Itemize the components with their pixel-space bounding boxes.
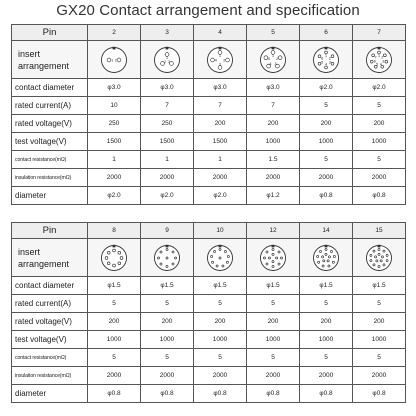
cell-rated-voltage: 200 (300, 313, 353, 331)
cell-contact-diameter: φ2.0 (353, 79, 406, 97)
cell-insulation-resistance: 2000 (88, 169, 141, 187)
cell-contact-resistance: 5 (88, 349, 141, 367)
cell-rated-current: 5 (353, 295, 406, 313)
svg-text:5: 5 (321, 60, 324, 65)
cell-pin: 15 (353, 223, 406, 239)
cell-rated-current: 5 (141, 295, 194, 313)
svg-text:1: 1 (166, 55, 168, 60)
cell-contact-diameter: φ3.0 (194, 79, 247, 97)
cell-rated-current: 7 (247, 97, 300, 115)
label-rated-current: rated current(A) (12, 97, 88, 115)
cell-rated-voltage: 250 (88, 115, 141, 133)
row-test-voltage (12, 133, 406, 151)
connector-face-cell (194, 239, 247, 277)
connector-face-cell (353, 41, 406, 79)
svg-text:2: 2 (223, 57, 226, 62)
cell-contact-diameter: φ1.5 (300, 277, 353, 295)
label-insulation-resistance: insulation resistance(mΩ) (12, 367, 88, 385)
cell-test-voltage: 1000 (353, 133, 406, 151)
cell-diameter: φ0.8 (353, 385, 406, 403)
label-rated-voltage: rated voltage(V) (12, 115, 88, 133)
svg-text:4: 4 (325, 62, 327, 67)
cell-insulation-resistance: 2000 (194, 169, 247, 187)
cell-contact-resistance: 5 (194, 349, 247, 367)
label-insulation-resistance: insulation resistance(mΩ) (12, 169, 88, 187)
label-contact-resistance: contact resistance(mΩ) (12, 349, 88, 367)
cell-pin: 12 (247, 223, 300, 239)
svg-text:1: 1 (272, 53, 274, 58)
label-test-voltage: test voltage(V) (12, 331, 88, 349)
cell-diameter: φ0.8 (300, 385, 353, 403)
cell-diameter: φ2.0 (88, 187, 141, 205)
cell-test-voltage: 1000 (247, 133, 300, 151)
cell-rated-current: 5 (300, 295, 353, 313)
connector-face-cell (141, 41, 194, 79)
svg-text:3: 3 (274, 61, 277, 66)
cell-test-voltage: 1000 (194, 331, 247, 349)
cell-contact-resistance: 5 (353, 349, 406, 367)
cell-pin: 14 (300, 223, 353, 239)
svg-text:3: 3 (382, 58, 385, 63)
cell-pin: 6 (300, 25, 353, 41)
cell-rated-current: 5 (194, 295, 247, 313)
cell-rated-voltage: 200 (141, 313, 194, 331)
svg-text:2: 2 (381, 55, 384, 60)
cell-test-voltage: 1000 (247, 331, 300, 349)
svg-text:4: 4 (269, 61, 272, 66)
label-rated-current: rated current(A) (12, 295, 88, 313)
connector-face-cell (88, 239, 141, 277)
cell-pin: 10 (194, 223, 247, 239)
connector-face-cell (247, 239, 300, 277)
row-pin (12, 223, 406, 239)
cell-diameter: φ0.8 (353, 187, 406, 205)
connector-face-icon (258, 243, 288, 273)
row-rated-voltage (12, 115, 406, 133)
row-contact-diameter (12, 277, 406, 295)
cell-insulation-resistance: 2000 (300, 367, 353, 385)
svg-text:4: 4 (214, 57, 217, 62)
cell-pin: 7 (353, 25, 406, 41)
svg-text:4: 4 (379, 61, 382, 66)
cell-contact-resistance: 1 (88, 151, 141, 169)
row-contact-resistance (12, 151, 406, 169)
connector-face-icon (99, 45, 129, 75)
cell-test-voltage: 1000 (88, 331, 141, 349)
cell-diameter: φ0.8 (141, 385, 194, 403)
cell-insulation-resistance: 2000 (353, 367, 406, 385)
cell-rated-current: 5 (300, 97, 353, 115)
cell-test-voltage: 1000 (300, 331, 353, 349)
cell-test-voltage: 1000 (141, 331, 194, 349)
label-test-voltage: test voltage(V) (12, 133, 88, 151)
connector-face-cell (353, 239, 406, 277)
cell-contact-resistance: 1 (141, 151, 194, 169)
connector-face-icon (258, 45, 288, 75)
svg-text:6: 6 (321, 55, 324, 60)
cell-pin: 3 (141, 25, 194, 41)
cell-contact-diameter: φ1.5 (141, 277, 194, 295)
cell-rated-voltage: 200 (247, 313, 300, 331)
cell-test-voltage: 1500 (88, 133, 141, 151)
connector-face-cell (300, 41, 353, 79)
cell-contact-diameter: φ3.0 (141, 79, 194, 97)
label-insert-arrangement: insert arrangement (12, 41, 88, 79)
cell-pin: 8 (88, 223, 141, 239)
cell-insulation-resistance: 2000 (194, 367, 247, 385)
label-pin: Pin (12, 25, 88, 41)
connector-face-icon (99, 243, 129, 273)
label-pin: Pin (12, 223, 88, 239)
label-contact-diameter: contact diameter (12, 79, 88, 97)
label-diameter: diameter (12, 187, 88, 205)
cell-pin: 9 (141, 223, 194, 239)
page-title: GX20 Contact arrangement and specification (56, 2, 360, 19)
cell-diameter: φ0.8 (88, 385, 141, 403)
cell-test-voltage: 1000 (300, 133, 353, 151)
label-insert-arrangement: insert arrangement (12, 239, 88, 277)
cell-rated-voltage: 200 (88, 313, 141, 331)
label-contact-diameter: contact diameter (12, 277, 88, 295)
cell-rated-voltage: 200 (300, 115, 353, 133)
row-rated-current (12, 97, 406, 115)
cell-contact-diameter: φ3.0 (247, 79, 300, 97)
row-insert-arrangement (12, 41, 406, 79)
cell-insulation-resistance: 2000 (353, 169, 406, 187)
svg-text:1: 1 (111, 57, 114, 62)
cell-contact-resistance: 5 (353, 151, 406, 169)
svg-text:2: 2 (114, 57, 117, 62)
cell-test-voltage: 1500 (194, 133, 247, 151)
connector-face-icon (205, 45, 235, 75)
cell-test-voltage: 1000 (353, 331, 406, 349)
cell-contact-diameter: φ3.0 (88, 79, 141, 97)
connector-face-icon (364, 45, 394, 75)
svg-text:3: 3 (219, 62, 221, 67)
svg-text:1: 1 (325, 53, 327, 58)
cell-pin: 5 (247, 25, 300, 41)
cell-rated-voltage: 200 (194, 115, 247, 133)
cell-insulation-resistance: 2000 (300, 169, 353, 187)
row-insulation-resistance (12, 367, 406, 385)
cell-rated-voltage: 200 (247, 115, 300, 133)
svg-text:1: 1 (219, 53, 221, 58)
cell-insulation-resistance: 2000 (247, 367, 300, 385)
cell-diameter: φ1.2 (247, 187, 300, 205)
cell-rated-current: 5 (247, 295, 300, 313)
cell-rated-current: 7 (194, 97, 247, 115)
connector-face-cell (300, 239, 353, 277)
cell-contact-resistance: 5 (141, 349, 194, 367)
svg-text:7: 7 (374, 55, 377, 60)
cell-diameter: φ2.0 (141, 187, 194, 205)
cell-insulation-resistance: 2000 (247, 169, 300, 187)
cell-pin: 4 (194, 25, 247, 41)
cell-insulation-resistance: 2000 (88, 367, 141, 385)
svg-text:2: 2 (164, 59, 167, 64)
connector-face-cell (247, 41, 300, 79)
row-contact-resistance (12, 349, 406, 367)
cell-rated-voltage: 200 (353, 115, 406, 133)
row-rated-current (12, 295, 406, 313)
connector-face-cell (88, 41, 141, 79)
connector-face-icon (311, 45, 341, 75)
spec-table-upper (11, 24, 406, 205)
cell-contact-diameter: φ1.5 (247, 277, 300, 295)
cell-contact-diameter: φ1.5 (194, 277, 247, 295)
svg-text:1: 1 (378, 53, 380, 58)
row-pin (12, 25, 406, 41)
cell-rated-current: 7 (141, 97, 194, 115)
connector-face-cell (194, 41, 247, 79)
svg-text:5: 5 (376, 61, 379, 66)
cell-diameter: φ0.8 (194, 385, 247, 403)
cell-contact-resistance: 5 (247, 349, 300, 367)
cell-pin: 2 (88, 25, 141, 41)
svg-text:6: 6 (373, 58, 376, 63)
svg-text:3: 3 (167, 59, 170, 64)
svg-text:5: 5 (267, 56, 270, 61)
label-contact-resistance: contact resistance(mΩ) (12, 151, 88, 169)
svg-text:2: 2 (276, 56, 279, 61)
svg-text:2: 2 (328, 55, 331, 60)
cell-contact-resistance: 5 (300, 349, 353, 367)
cell-contact-diameter: φ1.5 (88, 277, 141, 295)
cell-contact-resistance: 5 (300, 151, 353, 169)
row-rated-voltage (12, 313, 406, 331)
connector-face-icon (152, 45, 182, 75)
cell-diameter: φ0.8 (247, 385, 300, 403)
label-rated-voltage: rated voltage(V) (12, 313, 88, 331)
cell-diameter: φ0.8 (300, 187, 353, 205)
connector-face-icon (152, 243, 182, 273)
row-diameter (12, 187, 406, 205)
connector-face-icon (205, 243, 235, 273)
cell-rated-voltage: 200 (353, 313, 406, 331)
row-contact-diameter (12, 79, 406, 97)
svg-text:3: 3 (328, 60, 331, 65)
cell-rated-current: 5 (88, 295, 141, 313)
cell-insulation-resistance: 2000 (141, 367, 194, 385)
cell-contact-resistance: 1 (194, 151, 247, 169)
row-insert-arrangement (12, 239, 406, 277)
cell-insulation-resistance: 2000 (141, 169, 194, 187)
cell-rated-current: 5 (353, 97, 406, 115)
spec-table-lower (11, 222, 406, 403)
cell-diameter: φ2.0 (194, 187, 247, 205)
cell-contact-resistance: 1.5 (247, 151, 300, 169)
cell-rated-current: 10 (88, 97, 141, 115)
row-insulation-resistance (12, 169, 406, 187)
cell-test-voltage: 1500 (141, 133, 194, 151)
connector-face-icon (311, 243, 341, 273)
connector-face-cell (141, 239, 194, 277)
cell-contact-diameter: φ1.5 (353, 277, 406, 295)
cell-contact-diameter: φ2.0 (300, 79, 353, 97)
row-diameter (12, 385, 406, 403)
cell-rated-voltage: 250 (141, 115, 194, 133)
cell-rated-voltage: 200 (194, 313, 247, 331)
label-diameter: diameter (12, 385, 88, 403)
connector-face-icon (364, 243, 394, 273)
row-test-voltage (12, 331, 406, 349)
